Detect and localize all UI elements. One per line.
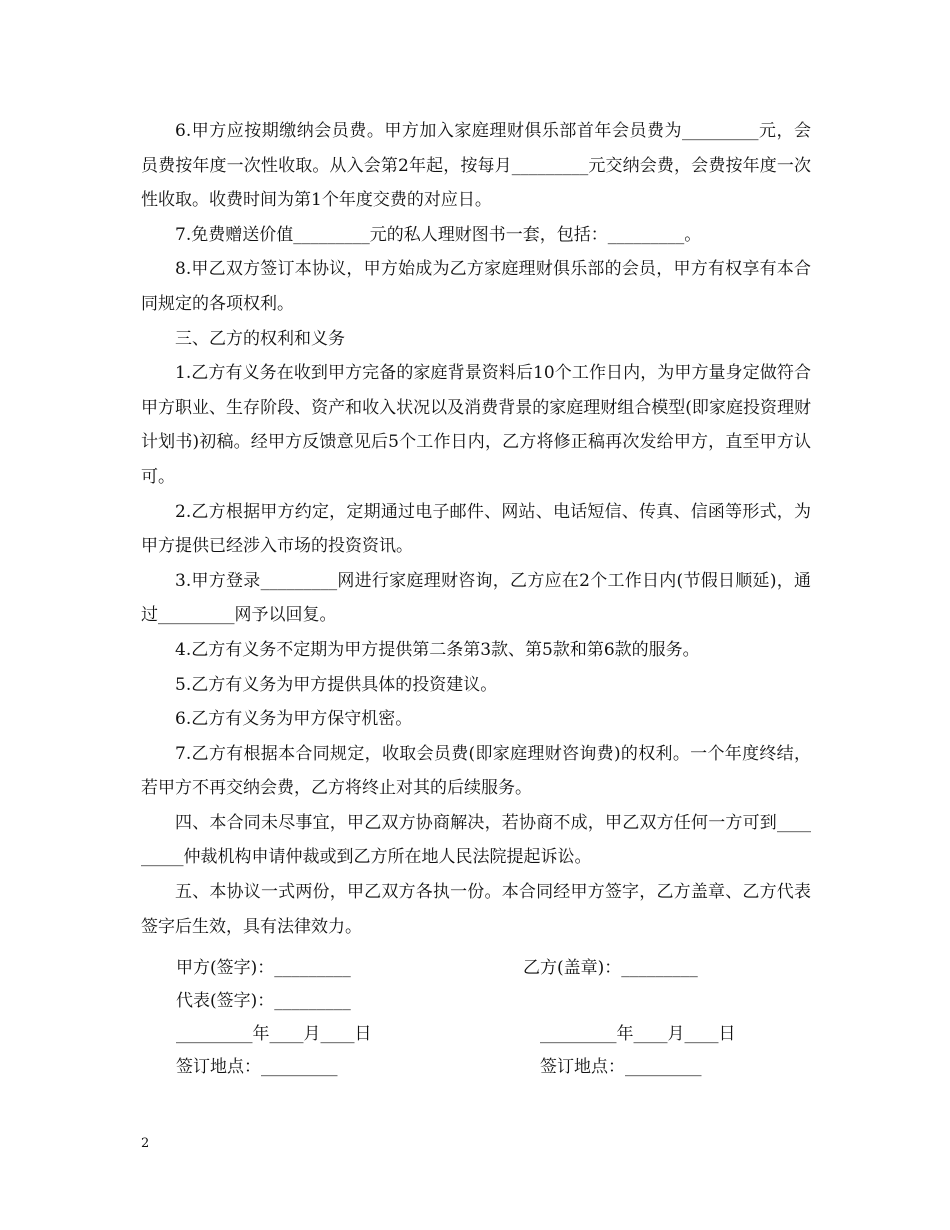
section-4-dispute: 四、本合同未尽事宜，甲乙双方协商解决，若协商不成，甲乙双方任何一方可到_________仲裁机构申请仲裁或到乙方所在地人民法院提起诉讼。 <box>141 812 811 868</box>
party-b-clause-3: 3.甲方登录_________网进行家庭理财咨询，乙方应在2个工作日内(节假日顺延)，通过_________网予以回复。 <box>141 570 811 626</box>
party-b-clause-5: 5.乙方有义务为甲方提供具体的投资建议。 <box>175 674 498 695</box>
date-line-left: _________年____月____日 <box>176 1024 372 1044</box>
party-b-clause-2: 2.乙方根据甲方约定，定期通过电子邮件、网站、电话短信、传真、信函等形式，为甲方提供已经涉入市场的投资资讯。 <box>141 501 811 557</box>
party-b-clause-4: 4.乙方有义务不定期为甲方提供第二条第3款、第5款和第6款的服务。 <box>175 639 700 660</box>
party-b-clause-6: 6.乙方有义务为甲方保守机密。 <box>175 709 413 730</box>
page-number: 2 <box>141 1136 150 1151</box>
signing-place-right: 签订地点：_________ <box>540 1057 702 1077</box>
party-a-signature-line: 甲方(签字)：_________ <box>176 958 351 978</box>
section-3-heading: 三、乙方的权利和义务 <box>175 328 345 349</box>
clause-7-free-book: 7.免费赠送价值_________元的私人理财图书一套，包括：_________。 <box>175 224 702 245</box>
clause-8-membership-rights: 8.甲乙双方签订本协议，甲方始成为乙方家庭理财俱乐部的会员，甲方有权享有本合同规定的各项权利。 <box>141 259 811 314</box>
party-b-clause-1: 1.乙方有义务在收到甲方完备的家庭背景资料后10个工作日内，为甲方量身定做符合甲方职业、生存阶段、资产和收入状况以及消费背景的家庭理财组合模型(即家庭投资理财计划书)初稿。经甲方反馈意见后5个工作日内，乙方将修正稿再次发给甲方，直至甲方认可。 <box>141 363 811 487</box>
clause-6-membership-fee: 6.甲方应按期缴纳会员费。甲方加入家庭理财俱乐部首年会员费为_________元，会员费按年度一次性收取。从入会第2年起，按每月_________元交纳会费，会费按年度一次性收取。收费时间为第1个年度交费的对应日。 <box>141 121 811 211</box>
contract-body <box>141 114 811 944</box>
party-b-seal-line: 乙方(盖章)：_________ <box>523 958 698 978</box>
representative-signature-line: 代表(签字)：_________ <box>176 991 351 1011</box>
signing-place-left: 签订地点：_________ <box>176 1057 338 1077</box>
party-b-clause-7: 7.乙方有根据本合同规定，收取会员费(即家庭理财咨询费)的权利。一个年度终结，若甲方不再交纳会费，乙方将终止对其的后续服务。 <box>141 743 811 799</box>
section-5-copies: 五、本协议一式两份，甲乙双方各执一份。本合同经甲方签字，乙方盖章、乙方代表签字后生效，具有法律效力。 <box>141 882 811 937</box>
date-line-right: _________年____月____日 <box>540 1024 736 1044</box>
